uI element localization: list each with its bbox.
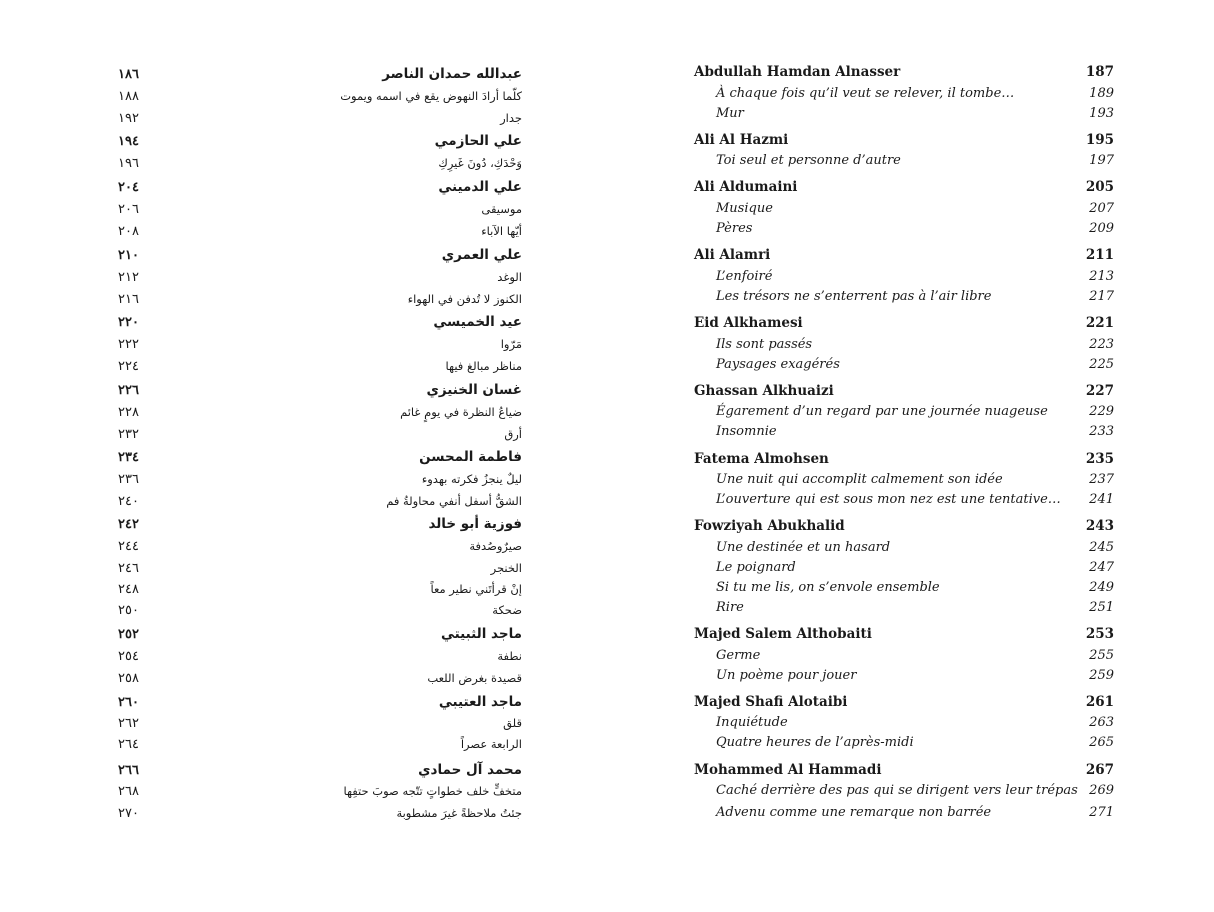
- toc-page-number: 227: [1085, 383, 1114, 399]
- toc-poem-title: Toi seul et personne d’autre: [716, 153, 901, 168]
- toc-page-number: 263: [1089, 715, 1114, 730]
- toc-poem-entry[interactable]: [118, 402, 522, 423]
- toc-page-number: 229: [1089, 404, 1114, 419]
- toc-poem-title: ضحكة: [492, 603, 522, 617]
- toc-poem-entry[interactable]: [694, 267, 1114, 287]
- toc-poem-entry[interactable]: [118, 199, 522, 220]
- toc-poet-entry[interactable]: [694, 624, 1114, 644]
- toc-page-number: 251: [1089, 600, 1114, 615]
- toc-poet-name: Ali Alamri: [694, 247, 771, 263]
- toc-poet-entry[interactable]: [694, 516, 1114, 536]
- toc-poet-name: Majed Salem Althobaiti: [694, 626, 872, 642]
- toc-poem-title: Le poignard: [716, 560, 796, 575]
- toc-poem-title: Paysages exagérés: [716, 357, 840, 372]
- toc-poem-entry[interactable]: [694, 355, 1114, 375]
- toc-poet-name: Fowziyah Abukhalid: [694, 518, 845, 534]
- toc-poem-title: Quatre heures de l’après-midi: [716, 735, 914, 750]
- toc-poem-entry[interactable]: [694, 287, 1114, 307]
- toc-page-number: ٢٥٤: [118, 649, 139, 664]
- toc-poem-title: نطفة: [497, 649, 522, 663]
- toc-page-number: 237: [1089, 472, 1114, 487]
- toc-poet-name: فاطمة المحسن: [419, 449, 522, 465]
- toc-page-number: 249: [1089, 580, 1114, 595]
- toc-page-number: ١٩٤: [118, 134, 139, 149]
- toc-page-number: ١٩٢: [118, 111, 139, 126]
- toc-poet-name: غسان الخنيزي: [426, 382, 522, 398]
- toc-poem-title: الكنوز لا تُدفن في الهواء: [407, 292, 522, 306]
- toc-page-number: 189: [1089, 86, 1114, 101]
- toc-poem-entry[interactable]: [118, 558, 522, 579]
- toc-page-number: ٢٤٨: [118, 582, 139, 597]
- toc-poet-entry[interactable]: [694, 692, 1114, 712]
- toc-poem-entry[interactable]: [694, 558, 1114, 578]
- toc-poem-title: Les trésors ne s’enterrent pas à l’air libre: [716, 289, 992, 304]
- toc-poem-title: جئتُ ملاحظةً غيرَ مشطوبة: [396, 806, 522, 820]
- toc-poem-entry[interactable]: [694, 402, 1114, 422]
- toc-page-number: 205: [1085, 179, 1114, 195]
- toc-poet-name: Ali Al Hazmi: [694, 132, 789, 148]
- toc-poem-entry[interactable]: [118, 646, 522, 667]
- toc-page-number: 217: [1089, 289, 1114, 304]
- toc-page-number: ٢٢٤: [118, 359, 139, 374]
- toc-poem-entry[interactable]: [694, 598, 1114, 618]
- toc-page-number: ٢١٠: [118, 248, 139, 263]
- toc-poem-entry[interactable]: [118, 221, 522, 242]
- toc-poet-name: عبدالله حمدان الناصر: [382, 66, 522, 82]
- toc-page-number: ٢٥٠: [118, 603, 139, 618]
- toc-poem-title: مَرّوا: [500, 337, 522, 351]
- toc-poet-entry[interactable]: [118, 380, 522, 401]
- toc-page-number: ٢٦٦: [118, 763, 139, 778]
- toc-poem-title: Inquiétude: [716, 715, 788, 730]
- toc-page-number: 235: [1085, 451, 1114, 467]
- toc-page-number: ٢٧٠: [118, 806, 139, 821]
- toc-page-number: 267: [1085, 762, 1114, 778]
- toc-poem-title: L’ouverture qui est sous mon nez est une tentative…: [716, 492, 1061, 507]
- toc-page-number: ٢٠٦: [118, 202, 139, 217]
- toc-poet-entry[interactable]: [118, 760, 522, 781]
- toc-poem-entry[interactable]: [694, 733, 1114, 753]
- toc-poem-title: موسيقى: [481, 202, 522, 216]
- toc-page-number: 261: [1085, 694, 1114, 710]
- toc-page-number: 225: [1089, 357, 1114, 372]
- toc-poet-entry[interactable]: [118, 447, 522, 468]
- toc-poem-title: Une nuit qui accomplit calmement son idée: [716, 472, 1003, 487]
- toc-poem-entry[interactable]: [118, 267, 522, 288]
- toc-poem-title: صيرٌوصُدفة: [469, 539, 522, 553]
- toc-poem-entry[interactable]: [694, 219, 1114, 239]
- toc-poet-name: Ghassan Alkhuaizi: [694, 383, 834, 399]
- toc-poet-entry[interactable]: [694, 130, 1114, 150]
- toc-poet-name: Eid Alkhamesi: [694, 315, 803, 331]
- toc-page-number: 233: [1089, 424, 1114, 439]
- toc-page-number: 269: [1089, 783, 1114, 798]
- toc-poet-entry[interactable]: [694, 62, 1114, 82]
- toc-poet-entry[interactable]: [694, 245, 1114, 265]
- toc-page-number: ٢٣٢: [118, 427, 139, 442]
- toc-poet-entry[interactable]: [694, 449, 1114, 469]
- toc-poet-entry[interactable]: [694, 313, 1114, 333]
- toc-page-number: 247: [1089, 560, 1114, 575]
- toc-poet-name: علي العمري: [441, 247, 522, 263]
- toc-page-number: 271: [1089, 805, 1114, 820]
- toc-poem-entry[interactable]: [118, 781, 522, 802]
- toc-poem-entry[interactable]: [118, 334, 522, 355]
- toc-poet-name: عيد الخميسي: [433, 314, 522, 330]
- toc-page-number: 223: [1089, 337, 1114, 352]
- toc-poem-title: L’enfoiré: [716, 269, 773, 284]
- toc-page-number: 197: [1089, 153, 1114, 168]
- toc-poem-title: ليلٌ ينجزُ فكرته بهدوء: [421, 472, 522, 486]
- toc-page-number: ٢٠٨: [118, 224, 139, 239]
- toc-poem-title: Caché derrière des pas qui se dirigent vers leur trépas: [716, 783, 1078, 798]
- toc-page-number: 193: [1089, 106, 1114, 121]
- toc-poem-title: Ils sont passés: [716, 337, 813, 352]
- toc-poet-entry[interactable]: [694, 177, 1114, 197]
- toc-page-number: ١٩٦: [118, 156, 139, 171]
- toc-poet-name: ماجد العتيبي: [438, 694, 522, 710]
- toc-poem-entry[interactable]: [118, 491, 522, 512]
- toc-poem-entry[interactable]: [118, 153, 522, 174]
- toc-page-number: 187: [1085, 64, 1114, 80]
- toc-poet-name: Ali Aldumaini: [694, 179, 798, 195]
- toc-page-number: 255: [1089, 648, 1114, 663]
- toc-poem-entry[interactable]: [118, 289, 522, 310]
- toc-poem-title: Musique: [716, 201, 773, 216]
- toc-poem-title: قصيدة بغرض اللعب: [427, 671, 522, 685]
- toc-poem-title: وَحْدَكِ، دُونَ غَيرِكِ: [438, 156, 522, 170]
- toc-poem-title: الشقُّ أسفل أنفي محاولةُ فم: [386, 494, 522, 508]
- toc-poem-entry[interactable]: [694, 781, 1114, 801]
- toc-poem-title: Pères: [716, 221, 753, 236]
- toc-poem-entry[interactable]: [118, 803, 522, 824]
- toc-poem-entry[interactable]: [694, 578, 1114, 598]
- toc-page-number: 253: [1085, 626, 1114, 642]
- toc-poem-title: Germe: [716, 648, 761, 663]
- toc-page-number: ١٨٨: [118, 89, 139, 104]
- toc-poem-entry[interactable]: [118, 469, 522, 490]
- toc-page-number: ٢١٦: [118, 292, 139, 307]
- toc-page-number: 213: [1089, 269, 1114, 284]
- toc-poem-entry[interactable]: [118, 108, 522, 129]
- toc-poem-entry[interactable]: [694, 803, 1114, 823]
- toc-poet-entry[interactable]: [694, 760, 1114, 780]
- toc-poem-title: أيّها الآباء: [481, 224, 522, 238]
- toc-poem-title: Si tu me lis, on s’envole ensemble: [716, 580, 940, 595]
- toc-page-number: ٢٦٨: [118, 784, 139, 799]
- toc-poem-title: Mur: [716, 106, 744, 121]
- toc-poem-title: إنْ قرأتَني نطير معاً: [430, 582, 522, 596]
- toc-poem-entry[interactable]: [118, 600, 522, 621]
- toc-page-number: ٢٢٨: [118, 405, 139, 420]
- toc-poet-entry[interactable]: [118, 624, 522, 645]
- toc-page-number: ٢٣٤: [118, 450, 139, 465]
- toc-poet-entry[interactable]: [118, 64, 522, 85]
- toc-poem-entry[interactable]: [118, 536, 522, 557]
- toc-poem-title: Rire: [716, 600, 744, 615]
- toc-page-number: ٢٥٢: [118, 627, 139, 642]
- toc-page-number: 221: [1085, 315, 1114, 331]
- toc-page-number: 243: [1085, 518, 1114, 534]
- toc-poem-entry[interactable]: [118, 734, 522, 755]
- toc-page-number: 209: [1089, 221, 1114, 236]
- toc-poem-title: Insomnie: [716, 424, 777, 439]
- toc-poem-entry[interactable]: [118, 86, 522, 107]
- toc-poem-title: Une destinée et un hasard: [716, 540, 891, 555]
- toc-page-number: ٢٦٤: [118, 737, 139, 752]
- toc-page-number: 265: [1089, 735, 1114, 750]
- toc-poet-name: محمد آل حمادي: [418, 762, 522, 778]
- toc-page-number: ٢٢٠: [118, 315, 139, 330]
- toc-poem-title: متخفٍّ خلف خطواتٍ تتّجه صوبَ حتفِها: [343, 784, 522, 798]
- toc-poem-title: قلق: [503, 716, 522, 730]
- toc-poem-title: الرابعة عصراً: [460, 737, 522, 751]
- toc-page-number: 259: [1089, 668, 1114, 683]
- toc-poet-entry[interactable]: [118, 177, 522, 198]
- toc-poet-entry[interactable]: [118, 514, 522, 535]
- toc-poet-name: علي الدميني: [438, 179, 522, 195]
- toc-poem-title: جدار: [500, 111, 522, 125]
- toc-page-number: 195: [1085, 132, 1114, 148]
- toc-poem-title: ضياعُ النظرة في يومٍ غائم: [400, 405, 522, 419]
- toc-page-number: ٢٦٢: [118, 716, 139, 731]
- toc-page-number: 211: [1085, 247, 1114, 263]
- toc-poem-entry[interactable]: [118, 713, 522, 734]
- toc-poem-title: Advenu comme une remarque non barrée: [716, 805, 992, 820]
- toc-poet-name: Mohammed Al Hammadi: [694, 762, 882, 778]
- toc-poet-entry[interactable]: [118, 131, 522, 152]
- toc-poem-entry[interactable]: [694, 646, 1114, 666]
- toc-poem-entry[interactable]: [694, 538, 1114, 558]
- toc-poem-entry[interactable]: [694, 199, 1114, 219]
- toc-page-number: ٢٢٢: [118, 337, 139, 352]
- toc-poem-entry[interactable]: [118, 668, 522, 689]
- toc-poem-title: À chaque fois qu’il veut se relever, il tombe…: [716, 86, 1015, 101]
- toc-poem-title: الوغد: [497, 270, 522, 284]
- french-toc-page: [607, 0, 1214, 912]
- toc-page-number: ٢٤٢: [118, 517, 139, 532]
- toc-poet-name: علي الحازمي: [434, 133, 522, 149]
- toc-poem-entry[interactable]: [118, 579, 522, 600]
- toc-page-number: ٢٠٤: [118, 180, 139, 195]
- toc-poet-entry[interactable]: [694, 381, 1114, 401]
- toc-poem-entry[interactable]: [694, 666, 1114, 686]
- toc-poem-entry[interactable]: [694, 104, 1114, 124]
- toc-page-number: ٢٢٦: [118, 383, 139, 398]
- toc-page-number: ٢١٢: [118, 270, 139, 285]
- toc-poet-entry[interactable]: [118, 245, 522, 266]
- toc-poet-name: ماجد الثبيتي: [440, 626, 522, 642]
- toc-page-number: 207: [1089, 201, 1114, 216]
- toc-poem-entry[interactable]: [694, 470, 1114, 490]
- toc-poem-entry[interactable]: [694, 84, 1114, 104]
- toc-poem-entry[interactable]: [694, 422, 1114, 442]
- toc-page-number: ٢٥٨: [118, 671, 139, 686]
- toc-poet-entry[interactable]: [118, 692, 522, 713]
- toc-page-number: ٢٤٦: [118, 561, 139, 576]
- toc-poem-entry[interactable]: [118, 424, 522, 445]
- toc-page-number: ١٨٦: [118, 67, 139, 82]
- toc-poet-name: Fatema Almohsen: [694, 451, 829, 467]
- toc-poem-entry[interactable]: [694, 335, 1114, 355]
- toc-poem-title: Un poème pour jouer: [716, 668, 857, 683]
- toc-page-number: 241: [1089, 492, 1114, 507]
- toc-poem-entry[interactable]: [694, 713, 1114, 733]
- toc-page-number: ٢٣٦: [118, 472, 139, 487]
- toc-poem-title: كلّما أرادَ النهوض يقع في اسمه ويموت: [340, 89, 522, 103]
- toc-page-number: ٢٤٤: [118, 539, 139, 554]
- toc-page-number: ٢٤٠: [118, 494, 139, 509]
- toc-poet-name: فوزية أبو خالد: [428, 516, 522, 532]
- toc-poet-entry[interactable]: [118, 312, 522, 333]
- toc-poem-entry[interactable]: [694, 490, 1114, 510]
- toc-page-number: ٢٦٠: [118, 695, 139, 710]
- toc-poet-name: Majed Shafi Alotaibi: [694, 694, 848, 710]
- toc-poem-title: Égarement d’un regard par une journée nuageuse: [716, 404, 1048, 419]
- toc-poem-entry[interactable]: [118, 356, 522, 377]
- toc-poem-title: أرق: [504, 427, 522, 441]
- toc-poem-title: الخنجر: [490, 561, 522, 575]
- toc-poem-title: مناظر مبالغ فيها: [445, 359, 522, 373]
- toc-poem-entry[interactable]: [694, 151, 1114, 171]
- toc-page-number: 245: [1089, 540, 1114, 555]
- toc-poet-name: Abdullah Hamdan Alnasser: [694, 64, 901, 80]
